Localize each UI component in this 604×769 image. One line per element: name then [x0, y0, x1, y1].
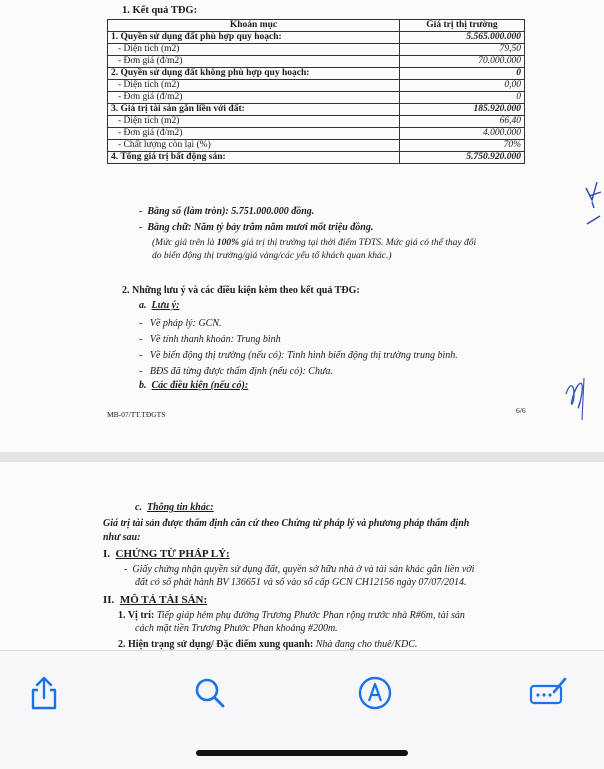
- amount-in-numbers: [139, 206, 314, 218]
- location-label: 1. Vị trí:: [118, 610, 155, 621]
- row-label: - Diện tích (m2): [108, 44, 400, 56]
- section-1-title: 1. Kết quả TĐG:: [122, 5, 198, 16]
- sub-b-title: Các điều kiện (nếu có):: [151, 380, 249, 391]
- valuation-table: [107, 19, 525, 164]
- signature-mark-2: [560, 372, 594, 422]
- legal-doc-line-2: đất có số phát hành BV 136651 và số vào sổ cấp GCN CH12156 ngày 07/07/2014.: [135, 577, 467, 588]
- table-row: [108, 116, 525, 128]
- row-label: - Diện tích (m2): [108, 80, 400, 92]
- page-separator: [0, 452, 604, 462]
- row-label: - Chất lượng còn lại (%): [108, 140, 400, 152]
- table-header-row: [108, 20, 525, 32]
- sub-c-title: Thông tin khác:: [146, 502, 214, 513]
- bullet-dash: -: [139, 222, 148, 233]
- legal-doc-line-1-text: Giấy chứng nhận quyền sử dụng đất, quyền sở hữu nhà ở và tài sản khác gắn liền với: [132, 564, 475, 575]
- price-note-line-2: do biến động thị trường/giá vàng/các yếu tố khách quan khác.): [152, 251, 392, 261]
- location-line-1: [118, 610, 465, 622]
- sub-c-letter: c.: [135, 502, 142, 513]
- document-page-2: [0, 462, 604, 650]
- row-value: 70.000.000: [400, 56, 525, 68]
- row-value: 66,40: [400, 116, 525, 128]
- section-I-number: I.: [103, 548, 111, 560]
- search-icon[interactable]: [190, 673, 230, 713]
- section-II-title: MÔ TẢ TÀI SẢN:: [119, 594, 208, 606]
- row-value: 70%: [400, 140, 525, 152]
- usage-status-label: 2. Hiện trạng sử dụng/ Đặc điểm xung quanh:: [118, 639, 314, 650]
- row-value: 0: [400, 68, 525, 80]
- sub-a-heading: [139, 300, 179, 312]
- table-row: [108, 44, 525, 56]
- row-label: 2. Quyền sử dụng đất không phù hợp quy hoạch:: [108, 68, 400, 80]
- amount-in-words: [139, 222, 373, 234]
- markup-icon[interactable]: [355, 673, 395, 713]
- row-value: 5.565.000.000: [400, 32, 525, 44]
- table-header-cell: Khoản mục: [108, 20, 400, 32]
- bullet-dash: -: [139, 318, 150, 329]
- footer-code: MB-07/TT.TĐGTS: [107, 410, 166, 419]
- section-II-number: II.: [103, 594, 115, 606]
- price-note-percent: 100%: [216, 238, 239, 248]
- section-I-title: CHỨNG TỪ PHÁP LÝ:: [115, 548, 230, 560]
- row-label: 1. Quyền sử dụng đất phù hợp quy hoạch:: [108, 32, 400, 44]
- section-2-title: 2. Những lưu ý và các điều kiện kèm theo kết quả TĐG:: [122, 285, 360, 296]
- sub-a-title: Lưu ý:: [151, 300, 180, 311]
- table-row: [108, 32, 525, 44]
- row-label: 4. Tổng giá trị bất động sản:: [108, 152, 400, 164]
- share-icon[interactable]: [24, 673, 64, 713]
- bullet-dash: -: [139, 206, 148, 217]
- usage-status-text: Nhà đang cho thuê/KDC.: [313, 639, 418, 650]
- intro-line-1: Giá trị tài sản được thẩm định căn cứ theo Chứng từ pháp lý và phương pháp thẩm định: [103, 518, 470, 529]
- row-label: 3. Giá trị tài sản gắn liền với đất:: [108, 104, 400, 116]
- table-header-cell: Giá trị thị trường: [400, 20, 525, 32]
- bullet-dash: -: [139, 350, 150, 361]
- sub-c-heading: [135, 502, 214, 514]
- note-item: [139, 318, 222, 330]
- signature-mark-1: [583, 178, 604, 230]
- amount-in-words-text: Bằng chữ: Năm tỷ bảy trăm năm mươi mốt triệu đồng.: [147, 222, 374, 233]
- row-value: 5.750.920.000: [400, 152, 525, 164]
- sub-b-letter: b.: [139, 380, 147, 391]
- sub-a-letter: a.: [139, 300, 147, 311]
- table-row: [108, 104, 525, 116]
- location-line-2: cách mặt tiền Trương Phước Phan khoảng #200m.: [135, 623, 338, 634]
- note-item: [139, 366, 333, 378]
- bullet-dash: -: [124, 564, 133, 575]
- price-note-line-1: [152, 237, 476, 249]
- table-row: [108, 140, 525, 152]
- section-I-heading: [103, 548, 230, 560]
- location-text: Tiếp giáp hẻm phụ đường Trương Phước Phan rộng trước nhà R#6m, tài sản: [154, 610, 465, 621]
- table-row: [108, 92, 525, 104]
- note-text: Về biến động thị trường (nếu có): Tình hình biến động thị trường trung bình.: [149, 350, 458, 361]
- table-row: [108, 152, 525, 164]
- row-value: 185.920.000: [400, 104, 525, 116]
- usage-status-line: [118, 639, 417, 650]
- note-item: [139, 350, 458, 362]
- row-label: - Đơn giá (đ/m2): [108, 92, 400, 104]
- intro-line-2: như sau:: [103, 532, 141, 543]
- edit-icon[interactable]: [528, 673, 568, 713]
- note-text: BĐS đã từng được thẩm định (nếu có): Chưa.: [149, 366, 333, 377]
- amount-in-numbers-text: Bằng số (làm tròn): 5.751.000.000 đồng.: [147, 206, 315, 217]
- row-value: 0,00: [400, 80, 525, 92]
- note-text: Về tính thanh khoản: Trung bình: [149, 334, 281, 345]
- table-row: [108, 56, 525, 68]
- price-note-part-a: (Mức giá trên là: [152, 238, 217, 248]
- legal-doc-line-1: [124, 564, 474, 576]
- price-note-part-c: giá trị thị trường tại thời điểm TĐTS. Mức giá có thể thay đổi: [238, 238, 477, 248]
- note-text: Về pháp lý: GCN.: [149, 318, 222, 329]
- footer-page-number: 6/6: [516, 406, 526, 415]
- row-value: 0: [400, 92, 525, 104]
- section-II-heading: [103, 594, 207, 606]
- table-row: [108, 128, 525, 140]
- row-value: 4.000.000: [400, 128, 525, 140]
- note-item: [139, 334, 281, 346]
- row-label: - Đơn giá (đ/m2): [108, 128, 400, 140]
- home-indicator[interactable]: [196, 750, 408, 756]
- bullet-dash: -: [139, 334, 150, 345]
- table-row: [108, 68, 525, 80]
- row-label: - Đơn giá (đ/m2): [108, 56, 400, 68]
- row-label: - Diện tích (m2): [108, 116, 400, 128]
- row-value: 79,50: [400, 44, 525, 56]
- sub-b-heading: [139, 380, 248, 392]
- bullet-dash: -: [139, 366, 150, 377]
- table-row: [108, 80, 525, 92]
